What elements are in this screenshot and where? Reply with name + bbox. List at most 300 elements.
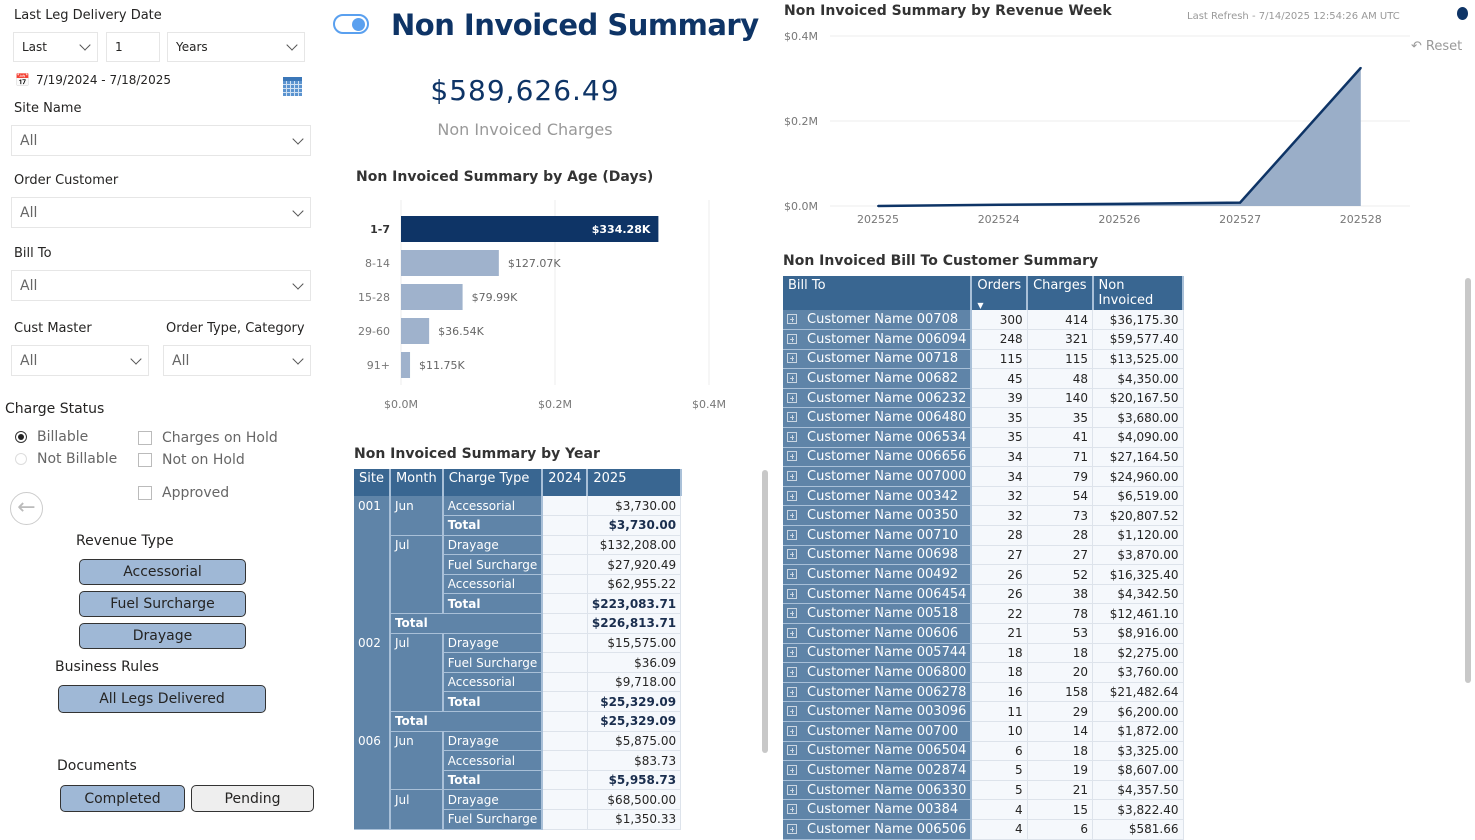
cell-orders: 16 <box>971 682 1027 702</box>
cell-orders: 248 <box>971 330 1027 350</box>
table-row[interactable] <box>783 624 1183 644</box>
table-row[interactable] <box>354 790 681 810</box>
undo-icon: ↶ <box>1411 39 1422 54</box>
col-2025[interactable]: 2025 <box>587 469 680 496</box>
bill-to-name: Customer Name 006504 <box>807 743 967 759</box>
cell-orders: 4 <box>971 819 1027 839</box>
cell-charges: 21 <box>1027 780 1092 800</box>
bar[interactable] <box>401 284 463 310</box>
table-row[interactable] <box>354 614 681 634</box>
cell-month: Jun <box>390 496 443 516</box>
bill-to-name: Customer Name 00682 <box>807 371 959 387</box>
cell-type: Fuel Surcharge <box>443 555 543 575</box>
cell-charges: 71 <box>1027 447 1092 467</box>
bill-to-name: Customer Name 00384 <box>807 802 959 818</box>
col-site[interactable]: Site <box>354 469 390 496</box>
date-range-text: 7/19/2024 - 7/18/2025 <box>35 73 171 87</box>
cell-charges: 78 <box>1027 604 1092 624</box>
expand-icon[interactable] <box>787 706 797 716</box>
cell-charges: 38 <box>1027 584 1092 604</box>
expand-icon[interactable] <box>787 569 797 579</box>
cell-type: Accessorial <box>443 574 543 594</box>
cell-charges: 15 <box>1027 800 1092 820</box>
table-row[interactable] <box>783 702 1183 722</box>
cell-charges: 27 <box>1027 545 1092 565</box>
site-name-label: Site Name <box>14 101 82 116</box>
cell-type: Total <box>443 692 543 712</box>
cell-site-total: Total <box>390 712 542 732</box>
cell-month: Jul <box>390 535 443 555</box>
expand-icon[interactable] <box>787 687 797 697</box>
cell-charges: 54 <box>1027 486 1092 506</box>
table-row[interactable] <box>354 770 681 790</box>
cell-charges: 79 <box>1027 467 1092 487</box>
revenue-type-accessorial-button[interactable]: Accessorial <box>79 559 246 585</box>
cell-orders: 21 <box>971 624 1027 644</box>
expand-icon[interactable] <box>787 804 797 814</box>
cell-orders: 5 <box>971 780 1027 800</box>
cell-y2025: $25,329.09 <box>587 712 680 732</box>
not-billable-label: Not Billable <box>37 451 118 467</box>
table-row[interactable] <box>354 574 681 594</box>
expand-icon[interactable] <box>787 530 797 540</box>
cell-orders: 28 <box>971 526 1027 546</box>
cell-site <box>354 672 390 692</box>
checkbox-icon <box>138 453 152 467</box>
cell-non-invoiced: $1,872.00 <box>1093 721 1183 741</box>
period-count-input[interactable] <box>106 32 160 62</box>
cell-type: Accessorial <box>443 672 543 692</box>
year-table-title: Non Invoiced Summary by Year <box>354 446 600 462</box>
cell-non-invoiced: $4,350.00 <box>1093 369 1183 389</box>
cell-y2024 <box>542 633 587 653</box>
table-row[interactable] <box>783 584 1183 604</box>
cell-orders: 34 <box>971 447 1027 467</box>
expand-icon[interactable] <box>787 334 797 344</box>
chevron-down-icon <box>130 353 141 364</box>
site-name-value: All <box>20 132 38 149</box>
cell-orders: 115 <box>971 349 1027 369</box>
expand-icon[interactable] <box>787 785 797 795</box>
bill-to-name: Customer Name 00718 <box>807 351 959 367</box>
table-row[interactable] <box>783 506 1183 526</box>
bar[interactable] <box>401 250 499 276</box>
date-range <box>15 73 171 87</box>
x-tick-label: 202524 <box>977 213 1020 226</box>
cell-site <box>354 516 390 536</box>
cell-site <box>354 810 390 830</box>
cell-month <box>390 810 443 830</box>
cell-type: Total <box>443 594 543 614</box>
cell-non-invoiced: $3,680.00 <box>1093 408 1183 428</box>
x-tick-label: 202527 <box>1219 213 1262 226</box>
radio-icon <box>15 453 27 465</box>
table-row[interactable] <box>783 388 1183 408</box>
cell-non-invoiced: $21,482.64 <box>1093 682 1183 702</box>
area-fill <box>878 68 1361 206</box>
expand-icon[interactable] <box>787 412 797 422</box>
cell-charges: 48 <box>1027 369 1092 389</box>
x-tick-label: $0.4M <box>692 398 726 411</box>
cell-site <box>354 614 390 634</box>
bill-to-name: Customer Name 006278 <box>807 684 967 700</box>
table-row[interactable] <box>354 692 681 712</box>
status-dot-icon <box>1457 7 1468 20</box>
cell-y2025: $62,955.22 <box>587 574 680 594</box>
y-tick-label: $0.2M <box>784 115 818 128</box>
expand-icon[interactable] <box>787 432 797 442</box>
table-row[interactable] <box>354 731 681 751</box>
billable-label: Billable <box>37 429 89 445</box>
cell-charges: 29 <box>1027 702 1092 722</box>
table-row[interactable] <box>354 496 681 516</box>
cell-month <box>390 692 443 712</box>
table-row[interactable] <box>354 653 681 673</box>
table-row[interactable] <box>354 594 681 614</box>
bill-to-name: Customer Name 007000 <box>807 469 967 485</box>
data-point[interactable] <box>877 205 879 207</box>
documents-label: Documents <box>57 758 137 774</box>
cell-site <box>354 653 390 673</box>
not-on-hold-checkbox[interactable] <box>138 452 245 468</box>
cell-y2024 <box>542 496 587 516</box>
table-row[interactable] <box>783 604 1183 624</box>
cell-y2025: $83.73 <box>587 751 680 771</box>
x-tick-label: 202526 <box>1098 213 1141 226</box>
table-row[interactable] <box>783 447 1183 467</box>
category-label: 8-14 <box>365 257 390 270</box>
cell-site <box>354 790 390 810</box>
cell-site <box>354 594 390 614</box>
col-non-invoiced[interactable]: Non Invoiced <box>1093 276 1183 310</box>
bill-to-name: Customer Name 00606 <box>807 625 959 641</box>
x-tick-label: $0.2M <box>538 398 572 411</box>
cell-charges: 6 <box>1027 819 1092 839</box>
checkbox-icon <box>138 486 152 500</box>
cell-orders: 35 <box>971 408 1027 428</box>
customer-table-title: Non Invoiced Bill To Customer Summary <box>783 253 1099 269</box>
table-row[interactable] <box>354 672 681 692</box>
cell-charges: 18 <box>1027 643 1092 663</box>
customer-table[interactable] <box>783 276 1184 837</box>
cell-charges: 140 <box>1027 388 1092 408</box>
cell-month <box>390 516 443 536</box>
cust-master-value: All <box>20 352 38 369</box>
chevron-down-icon <box>292 205 303 216</box>
expand-icon[interactable] <box>787 589 797 599</box>
expand-icon[interactable] <box>787 824 797 834</box>
chevron-down-icon <box>292 278 303 289</box>
view-toggle[interactable] <box>333 14 369 34</box>
order-type-value: All <box>172 352 190 369</box>
cell-orders: 22 <box>971 604 1027 624</box>
expand-icon[interactable] <box>787 393 797 403</box>
cell-non-invoiced: $4,357.50 <box>1093 780 1183 800</box>
cell-y2024 <box>542 810 587 830</box>
cell-charges: 158 <box>1027 682 1092 702</box>
cell-orders: 26 <box>971 565 1027 585</box>
table-row[interactable] <box>354 555 681 575</box>
approved-checkbox[interactable] <box>138 485 229 501</box>
age-bar-chart <box>350 195 750 420</box>
bar[interactable] <box>401 318 429 344</box>
bill-to-name: Customer Name 00710 <box>807 527 959 543</box>
cell-site <box>354 574 390 594</box>
bill-to-name: Customer Name 00518 <box>807 606 959 622</box>
cell-charges: 28 <box>1027 526 1092 546</box>
expand-icon[interactable] <box>787 510 797 520</box>
cell-y2025: $9,718.00 <box>587 672 680 692</box>
revenue-type-fuel-surcharge-button[interactable]: Fuel Surcharge <box>79 591 246 617</box>
bill-to-name: Customer Name 003096 <box>807 704 967 720</box>
expand-icon[interactable] <box>787 353 797 363</box>
col-orders-label: Orders <box>977 278 1022 293</box>
cell-orders: 300 <box>971 310 1027 330</box>
back-arrow-icon[interactable]: ← <box>10 492 43 525</box>
cell-site: 001 <box>354 496 390 516</box>
table-row[interactable] <box>783 682 1183 702</box>
cell-charges: 19 <box>1027 761 1092 781</box>
table-row[interactable] <box>783 761 1183 781</box>
order-customer-dropdown[interactable] <box>11 197 311 228</box>
cell-y2025: $223,083.71 <box>587 594 680 614</box>
bill-to-label: Bill To <box>14 246 52 261</box>
cell-site <box>354 692 390 712</box>
chevron-down-icon <box>292 133 303 144</box>
cell-y2024 <box>542 770 587 790</box>
bill-to-name: Customer Name 00698 <box>807 547 959 563</box>
last-refresh: Last Refresh - 7/14/2025 12:54:26 AM UTC <box>1187 11 1400 22</box>
cell-non-invoiced: $20,807.52 <box>1093 506 1183 526</box>
billable-radio[interactable] <box>15 429 88 445</box>
approved-label: Approved <box>162 485 230 501</box>
expand-icon[interactable] <box>787 628 797 638</box>
cell-charges: 20 <box>1027 663 1092 683</box>
date-filter-label: Last Leg Delivery Date <box>14 8 162 23</box>
table-row[interactable] <box>354 712 681 732</box>
site-name-dropdown[interactable] <box>11 125 311 156</box>
cell-orders: 4 <box>971 800 1027 820</box>
table-row[interactable] <box>783 408 1183 428</box>
cell-type: Fuel Surcharge <box>443 653 543 673</box>
cell-charges: 35 <box>1027 408 1092 428</box>
category-label: 15-28 <box>358 291 390 304</box>
col-2024[interactable]: 2024 <box>542 469 587 496</box>
cell-y2024 <box>542 751 587 771</box>
table-row[interactable] <box>783 330 1183 350</box>
table-row[interactable] <box>783 741 1183 761</box>
cell-y2024 <box>542 653 587 673</box>
expand-icon[interactable] <box>787 314 797 324</box>
cell-month <box>390 653 443 673</box>
cell-type: Total <box>443 516 543 536</box>
bill-to-name: Customer Name 006480 <box>807 410 967 426</box>
period-dropdown[interactable] <box>13 32 98 62</box>
table-row[interactable] <box>783 486 1183 506</box>
cell-orders: 32 <box>971 506 1027 526</box>
cell-non-invoiced: $3,325.00 <box>1093 741 1183 761</box>
cell-y2025: $36.09 <box>587 653 680 673</box>
cell-type: Accessorial <box>443 496 543 516</box>
year-table[interactable] <box>354 469 678 828</box>
cell-orders: 27 <box>971 545 1027 565</box>
order-type-label: Order Type, Category <box>166 321 305 336</box>
not-on-hold-label: Not on Hold <box>162 452 245 468</box>
table-row[interactable] <box>783 565 1183 585</box>
table-row[interactable] <box>783 545 1183 565</box>
charge-status-label: Charge Status <box>5 401 105 417</box>
data-point[interactable] <box>1360 67 1362 69</box>
scrollbar[interactable] <box>1465 278 1471 683</box>
cell-non-invoiced: $581.66 <box>1093 819 1183 839</box>
expand-icon[interactable] <box>787 451 797 461</box>
all-legs-delivered-button[interactable]: All Legs Delivered <box>58 685 266 713</box>
table-row[interactable] <box>354 535 681 555</box>
expand-icon[interactable] <box>787 491 797 501</box>
table-row[interactable] <box>783 428 1183 448</box>
bill-to-name: Customer Name 005744 <box>807 645 967 661</box>
expand-icon[interactable] <box>787 765 797 775</box>
expand-icon[interactable] <box>787 608 797 618</box>
calendar-icon[interactable] <box>283 77 302 96</box>
bar[interactable] <box>401 352 410 378</box>
cell-non-invoiced: $6,200.00 <box>1093 702 1183 722</box>
bill-to-name: Customer Name 00708 <box>807 312 959 328</box>
revenue-type-drayage-button[interactable]: Drayage <box>79 623 246 649</box>
cell-orders: 10 <box>971 721 1027 741</box>
category-label: 29-60 <box>358 325 390 338</box>
table-row[interactable] <box>354 633 681 653</box>
bill-to-name: Customer Name 00350 <box>807 508 959 524</box>
cell-charges: 321 <box>1027 330 1092 350</box>
cell-non-invoiced: $24,960.00 <box>1093 467 1183 487</box>
cust-master-dropdown[interactable] <box>11 345 149 376</box>
expand-icon[interactable] <box>787 549 797 559</box>
col-charge-type[interactable]: Charge Type <box>443 469 543 496</box>
col-orders[interactable] <box>971 276 1027 310</box>
toggle-knob <box>352 18 365 31</box>
cell-orders: 5 <box>971 761 1027 781</box>
data-point[interactable] <box>1239 202 1241 204</box>
table-row[interactable] <box>354 810 681 830</box>
cell-y2024 <box>542 594 587 614</box>
bill-to-name: Customer Name 00700 <box>807 723 959 739</box>
cell-month <box>390 672 443 692</box>
table-row[interactable] <box>783 349 1183 369</box>
cell-orders: 39 <box>971 388 1027 408</box>
col-month[interactable]: Month <box>390 469 443 496</box>
order-type-dropdown[interactable] <box>163 345 311 376</box>
period-count-value: 1 <box>115 40 123 54</box>
category-label: 1-7 <box>370 223 390 236</box>
cell-month <box>390 770 443 790</box>
cell-site: 002 <box>354 633 390 653</box>
cell-y2025: $3,730.00 <box>587 516 680 536</box>
revenue-week-area-chart <box>780 25 1420 230</box>
cell-month: Jul <box>390 633 443 653</box>
data-point[interactable] <box>1118 203 1120 205</box>
cell-charges: 52 <box>1027 565 1092 585</box>
cell-site <box>354 770 390 790</box>
bill-to-name: Customer Name 006656 <box>807 449 967 465</box>
cell-y2025: $25,329.09 <box>587 692 680 712</box>
charges-on-hold-checkbox[interactable] <box>138 430 278 446</box>
table-row[interactable] <box>783 643 1183 663</box>
data-label: $127.07K <box>507 257 561 270</box>
table-row[interactable] <box>783 800 1183 820</box>
table-row[interactable] <box>354 516 681 536</box>
documents-completed-button[interactable]: Completed <box>60 785 185 812</box>
cell-y2024 <box>542 672 587 692</box>
expand-icon[interactable] <box>787 667 797 677</box>
bill-to-name: Customer Name 006506 <box>807 821 967 837</box>
data-point[interactable] <box>998 204 1000 206</box>
cell-non-invoiced: $27,164.50 <box>1093 447 1183 467</box>
cell-non-invoiced: $4,090.00 <box>1093 428 1183 448</box>
age-chart-title: Non Invoiced Summary by Age (Days) <box>356 169 654 185</box>
expand-icon[interactable] <box>787 373 797 383</box>
documents-pending-button[interactable]: Pending <box>191 785 314 812</box>
period-unit-dropdown[interactable] <box>167 32 305 62</box>
cell-orders: 35 <box>971 428 1027 448</box>
cell-charges: 414 <box>1027 310 1092 330</box>
bill-to-dropdown[interactable] <box>11 270 311 301</box>
not-billable-radio[interactable] <box>15 451 117 467</box>
cell-non-invoiced: $20,167.50 <box>1093 388 1183 408</box>
cell-y2025: $226,813.71 <box>587 614 680 634</box>
cell-site <box>354 751 390 771</box>
cell-month: Jun <box>390 731 443 751</box>
expand-icon[interactable] <box>787 647 797 657</box>
table-row[interactable] <box>783 780 1183 800</box>
cell-non-invoiced: $8,916.00 <box>1093 624 1183 644</box>
revenue-type-label: Revenue Type <box>76 533 174 549</box>
cell-y2025: $132,208.00 <box>587 535 680 555</box>
col-charges[interactable]: Charges <box>1027 276 1092 310</box>
expand-icon[interactable] <box>787 745 797 755</box>
table-row[interactable] <box>783 526 1183 546</box>
cell-site-total: Total <box>390 614 542 634</box>
cell-non-invoiced: $1,120.00 <box>1093 526 1183 546</box>
expand-icon[interactable] <box>787 726 797 736</box>
cell-non-invoiced: $59,577.40 <box>1093 330 1183 350</box>
table-row[interactable] <box>783 819 1183 839</box>
cell-y2024 <box>542 516 587 536</box>
table-row[interactable] <box>783 369 1183 389</box>
cell-charges: 115 <box>1027 349 1092 369</box>
chevron-down-icon <box>79 39 90 50</box>
table-row[interactable] <box>783 663 1183 683</box>
table-row[interactable] <box>783 721 1183 741</box>
kpi-label: Non Invoiced Charges <box>437 120 613 139</box>
expand-icon[interactable] <box>787 471 797 481</box>
table-row[interactable] <box>354 751 681 771</box>
cell-orders: 26 <box>971 584 1027 604</box>
period-unit-value: Years <box>176 40 208 54</box>
table-row[interactable] <box>783 467 1183 487</box>
table-row[interactable] <box>783 310 1183 330</box>
cell-non-invoiced: $3,870.00 <box>1093 545 1183 565</box>
cell-orders: 11 <box>971 702 1027 722</box>
cell-type: Fuel Surcharge <box>443 810 543 830</box>
col-bill-to[interactable]: Bill To <box>783 276 971 310</box>
cell-y2024 <box>542 614 587 634</box>
reset-label: Reset <box>1425 39 1463 54</box>
cell-non-invoiced: $12,461.10 <box>1093 604 1183 624</box>
calendar-clock-icon: 📅 <box>15 73 30 87</box>
data-label: $11.75K <box>419 359 465 372</box>
scrollbar[interactable] <box>762 470 768 753</box>
